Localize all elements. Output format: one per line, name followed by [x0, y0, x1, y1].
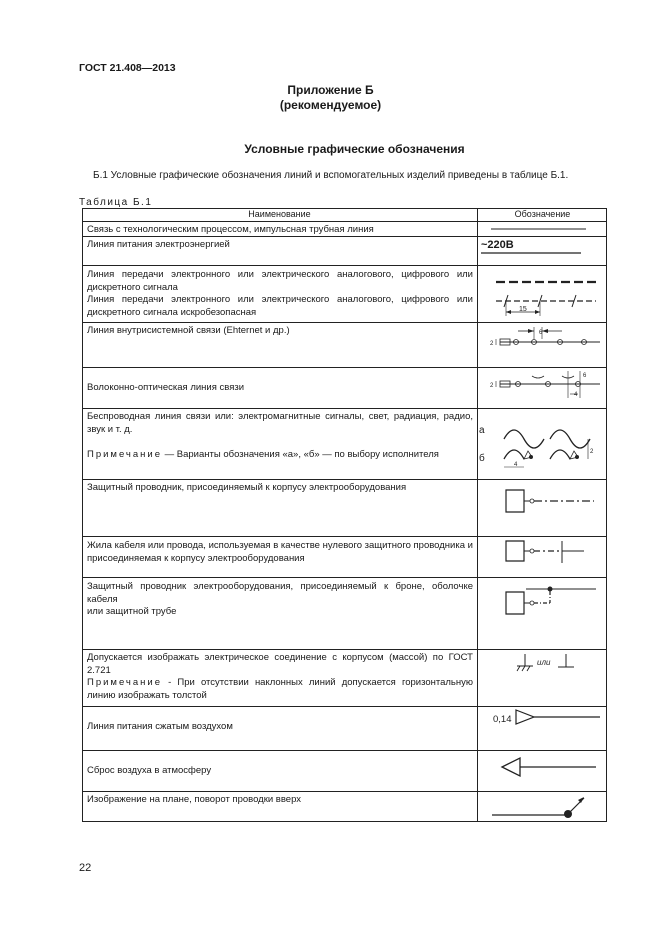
document-header: ГОСТ 21.408—2013	[79, 62, 176, 74]
row-name: Линия питания электроэнергией	[87, 239, 230, 250]
row-name: Изображение на плане, поворот проводки вверх	[87, 794, 302, 805]
dimension-label: 15	[519, 306, 527, 313]
variant-label-a: а	[479, 425, 485, 436]
appendix-heading	[0, 83, 661, 113]
row-name: Защитный проводник электрооборудования, присоединяемый к броне, оболочке кабеля или защитной трубе	[87, 581, 473, 617]
row-name: Линия передачи электронного или электрического аналогового, цифрового или дискретного сигнала Линия передачи электронного или электрического аналогового, цифрового или дискретного сигнала искробезопасная	[87, 269, 473, 318]
page-number: 22	[79, 862, 92, 874]
column-header-symbol: Обозначение	[514, 209, 571, 219]
pressure-label: 0,14	[493, 714, 512, 725]
variant-label-b: б	[479, 453, 485, 464]
row-name: Допускается изображать электрическое соединение с корпусом (массой) по ГОСТ 2.721 Примечание - При отсутствии наклонных линий допускается горизонтальную линию изображать толстой	[87, 652, 474, 701]
dimension-label: 6	[539, 330, 543, 336]
row-name: Волоконно-оптическая линия связи	[87, 382, 245, 393]
wiring-turn-up-symbol	[478, 792, 607, 822]
armor-protective-conductor-symbol	[478, 578, 607, 649]
row-name: Жила кабеля или провода, используемая в качестве нулевого защитного проводника и присоединяемая к корпусу электрооборудования	[87, 540, 473, 564]
neutral-protective-conductor-symbol	[478, 537, 607, 577]
appendix-title: Приложение Б	[287, 83, 374, 97]
note-text: - При отсутствии наклонных линий допускается горизонтальную линию изображать толстой	[87, 677, 474, 701]
row-name: Сброс воздуха в атмосферу	[87, 765, 212, 776]
row-name: Линия питания сжатым воздухом	[87, 721, 233, 732]
row-name: Линия внутрисистемной связи (Ehternet и др.)	[87, 325, 290, 336]
dimension-label: 2	[490, 341, 494, 347]
power-line-label: ~220В	[481, 239, 514, 251]
note-label: Примечание	[87, 449, 162, 460]
dimension-label: 2	[490, 383, 494, 389]
note-text: — Варианты обозначения «а», «б» — по выбору исполнителя	[164, 449, 439, 460]
power-line-symbol	[478, 237, 607, 265]
row-name: Беспроводная линия связи или: электромагнитные сигналы, свет, радиация, радио, звук и т. д. Примечание — Варианты обозначения «а», «б» — по выбору исполнителя	[87, 411, 473, 460]
ethernet-line-symbol	[478, 323, 607, 367]
compressed-air-line-symbol	[478, 707, 607, 750]
table-caption: Таблица Б.1	[79, 197, 153, 208]
dimension-label: 2	[590, 449, 594, 455]
column-header-name: Наименование	[248, 209, 311, 219]
wireless-line-symbol	[478, 409, 607, 479]
note-label: Примечание	[87, 677, 162, 688]
signal-line-symbol	[478, 266, 607, 322]
protective-conductor-symbol	[478, 480, 607, 536]
impulse-line-symbol	[478, 222, 607, 236]
fiber-optic-line-symbol	[478, 368, 607, 408]
row-name: Защитный проводник, присоединяемый к корпусу электрооборудования	[87, 482, 407, 493]
dimension-label: 4	[574, 392, 578, 398]
appendix-subtitle: (рекомендуемое)	[279, 98, 382, 112]
dimension-label: 6	[583, 373, 587, 379]
ground-connection-symbol	[478, 650, 607, 706]
section-title: Условные графические обозначения	[244, 142, 465, 156]
row-name: Связь с технологическим процессом, импульсная трубная линия	[87, 224, 374, 235]
dimension-label: 4	[514, 462, 518, 468]
or-label: или	[537, 658, 551, 667]
intro-paragraph: Б.1 Условные графические обозначения линий и вспомогательных изделий приведены в таблице Б.1.	[93, 170, 569, 181]
air-exhaust-symbol	[478, 751, 607, 791]
